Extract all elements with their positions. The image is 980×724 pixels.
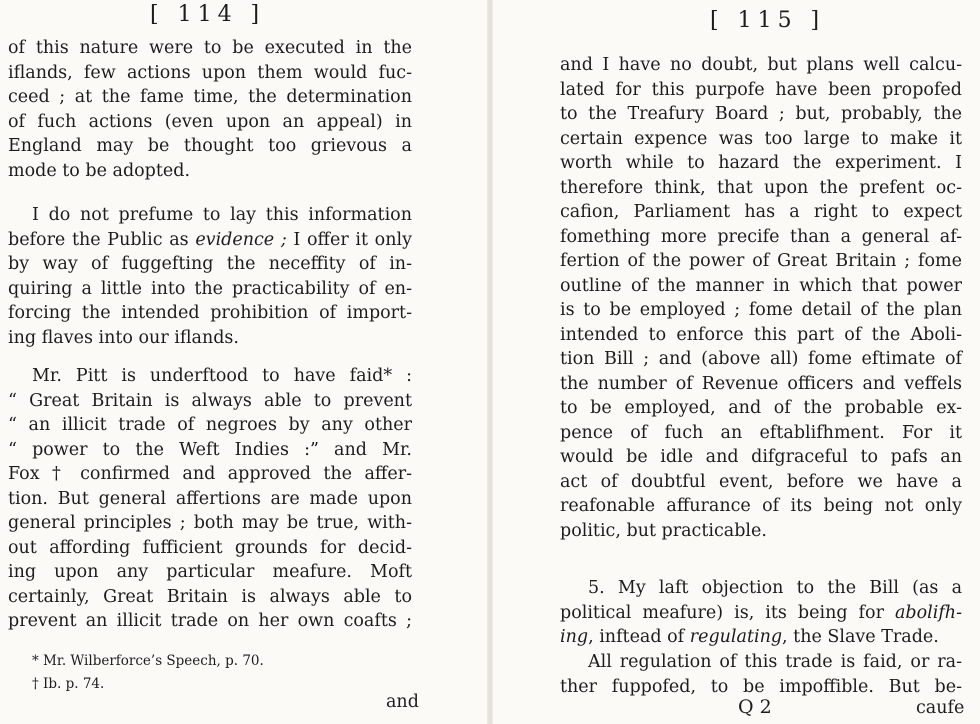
text-line: fomething more precife than a general af- <box>560 226 962 247</box>
right-paragraph-2 <box>560 576 962 650</box>
text-line: therefore think, that upon the prefent oc- <box>560 177 962 198</box>
text-line: reafonable affurance of its being not only <box>560 496 962 516</box>
text-run: before the Public as <box>8 229 196 250</box>
text-line: prevent an illicit trade on her own coafts ; <box>8 611 412 631</box>
text-line: quiring a little into the practicability of en- <box>8 278 412 299</box>
italic-word: regulating <box>689 627 783 647</box>
italic-word: evidence ; <box>195 229 287 250</box>
text-line: “ an illicit trade of negroes by any other <box>8 415 412 435</box>
text-line: “ power to the Weft Indies :” and Mr. <box>8 439 412 460</box>
text-line: I do not prefume to lay this information <box>32 205 412 225</box>
footnote: * Mr. Wilberforce’s Speech, p. 70. <box>32 653 264 669</box>
text-line <box>8 228 412 253</box>
left-paragraph-1 <box>8 36 412 183</box>
text-line: certainly, Great Britain is always able to <box>8 586 412 607</box>
text-line: to the Treafury Board ; but, probably, the <box>560 104 962 124</box>
text-run: political meafure) is, its being for <box>560 602 895 623</box>
text-line: would be idle and difgraceful to pafs an <box>560 447 962 467</box>
text-line: ing flaves into our iflands. <box>8 327 239 348</box>
text-line: certain expence was too large to make it <box>560 128 962 149</box>
left-paragraph-3 <box>8 364 412 634</box>
text-line: “ Great Britain is always able to prevent <box>8 390 412 411</box>
text-line: 5. My laft objection to the Bill (as a <box>588 578 962 598</box>
text-line: forcing the intended prohibition of import- <box>8 303 412 323</box>
text-line: fertion of the power of Great Britain ; fome <box>560 251 962 271</box>
text-line: intended to enforce this part of the Aboli- <box>560 324 962 345</box>
text-line: is to be employed ; fome detail of the plan <box>560 300 962 320</box>
italic-word: ing <box>560 627 589 647</box>
right-page-number: [ 115 ] <box>710 8 826 33</box>
text-run: , inftead of <box>588 627 690 647</box>
text-line: tion Bill ; and (above all) fome eftimate of <box>560 349 962 369</box>
text-line: the number of Revenue officers and veffels <box>560 373 962 394</box>
text-line: out affording fufficient grounds for decid- <box>8 537 412 558</box>
text-line: politic, but practicable. <box>560 520 767 541</box>
left-paragraph-2 <box>8 203 412 350</box>
text-line: mode to be adopted. <box>8 160 191 181</box>
text-line: tion. But general affertions are made upon <box>8 488 412 509</box>
text-line: pence of fuch an eftablifhment. For it <box>560 422 962 443</box>
italic-word: abolifh- <box>894 602 962 623</box>
text-line: All regulation of this trade is faid, or ra- <box>588 652 962 672</box>
text-line: outline of the manner in which that power <box>560 275 962 296</box>
text-line: iflands, few actions upon them would fuc- <box>8 62 412 83</box>
right-page <box>490 0 980 724</box>
text-line: to be employed, and of the probable ex- <box>560 398 962 418</box>
catchword: caufe <box>916 698 965 718</box>
text-line: act of doubtful event, before we have a <box>560 471 962 492</box>
text-line: Mr. Pitt is underftood to have faid* : <box>32 366 412 386</box>
right-paragraph-3 <box>560 650 962 699</box>
text-run: I offer it only <box>286 229 412 250</box>
text-line: general principles ; both may be true, with- <box>8 513 412 533</box>
signature-mark: Q 2 <box>738 696 772 718</box>
text-line: ing upon any particular meafure. Moft <box>8 562 412 582</box>
text-line: ceed ; at the fame time, the determination <box>8 87 412 107</box>
catchword: and <box>386 692 419 712</box>
text-line: and I have no doubt, but plans well calcu- <box>560 55 962 75</box>
text-line <box>560 601 962 626</box>
text-line: worth while to hazard the experiment. I <box>560 153 962 173</box>
right-paragraph-1 <box>560 53 962 543</box>
text-line: Fox † confirmed and approved the affer- <box>8 464 412 484</box>
text-line: of this nature were to be executed in the <box>8 38 412 58</box>
text-line: lated for this purpofe have been propofed <box>560 79 962 100</box>
text-line: of fuch actions (even upon an appeal) in <box>8 111 412 132</box>
text-line: cafion, Parliament has a right to expect <box>560 202 962 222</box>
text-line: by way of fuggefting the neceffity of in- <box>8 254 412 274</box>
text-line <box>560 625 962 650</box>
text-run: , the Slave Trade. <box>782 627 939 647</box>
footnote: † Ib. p. 74. <box>32 676 105 692</box>
text-line: ther fuppofed, to be impoffible. But be- <box>560 676 962 697</box>
left-page-number: [ 114 ] <box>150 2 266 27</box>
text-line: England may be thought too grievous a <box>8 136 412 156</box>
